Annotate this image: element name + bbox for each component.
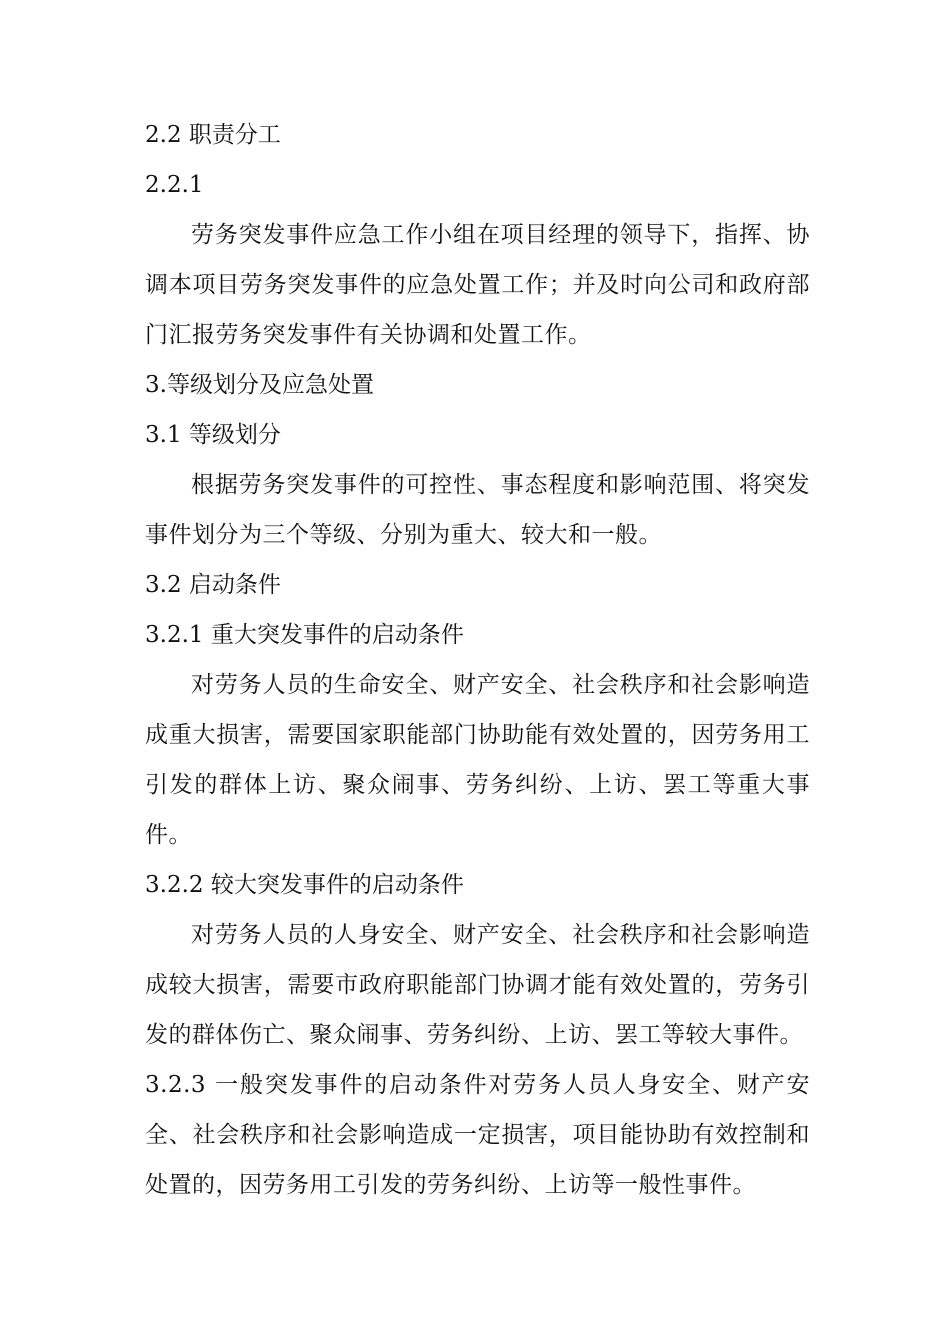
document-body (145, 110, 810, 1210)
section-3-2-heading: 3.2 启动条件 (145, 572, 281, 598)
section-3-2-3-paragraph: 3.2.3 一般突发事件的启动条件对劳务人员人身安全、财产安全、社会秩序和社会影响造成一定损害，项目能协助有效控制和处置的，因劳务用工引发的劳务纠纷、上访等一般性事件。 (145, 1072, 810, 1198)
section-2-2-1-heading: 2.2.1 (145, 172, 204, 198)
section-3-2-2-paragraph: 对劳务人员的人身安全、财产安全、社会秩序和社会影响造成较大损害，需要市政府职能部门协调才能有效处置的，劳务引发的群体伤亡、聚众闹事、劳务纠纷、上访、罢工等较大事件。 (145, 922, 810, 1048)
section-2-2-1-paragraph: 劳务突发事件应急工作小组在项目经理的领导下，指挥、协调本项目劳务突发事件的应急处置工作；并及时向公司和政府部门汇报劳务突发事件有关协调和处置工作。 (145, 222, 810, 348)
section-3-1-heading: 3.1 等级划分 (145, 422, 281, 448)
section-2-2-heading: 2.2 职责分工 (145, 122, 281, 148)
section-3-2-1-paragraph: 对劳务人员的生命安全、财产安全、社会秩序和社会影响造成重大损害，需要国家职能部门协助能有效处置的，因劳务用工引发的群体上访、聚众闹事、劳务纠纷、上访、罢工等重大事件。 (145, 672, 810, 848)
section-3-1-paragraph: 根据劳务突发事件的可控性、事态程度和影响范围、将突发事件划分为三个等级、分别为重大、较大和一般。 (145, 472, 810, 548)
section-3-heading: 3.等级划分及应急处置 (145, 372, 374, 398)
section-3-2-2-heading: 3.2.2 较大突发事件的启动条件 (145, 872, 464, 898)
section-3-2-1-heading: 3.2.1 重大突发事件的启动条件 (145, 622, 464, 648)
